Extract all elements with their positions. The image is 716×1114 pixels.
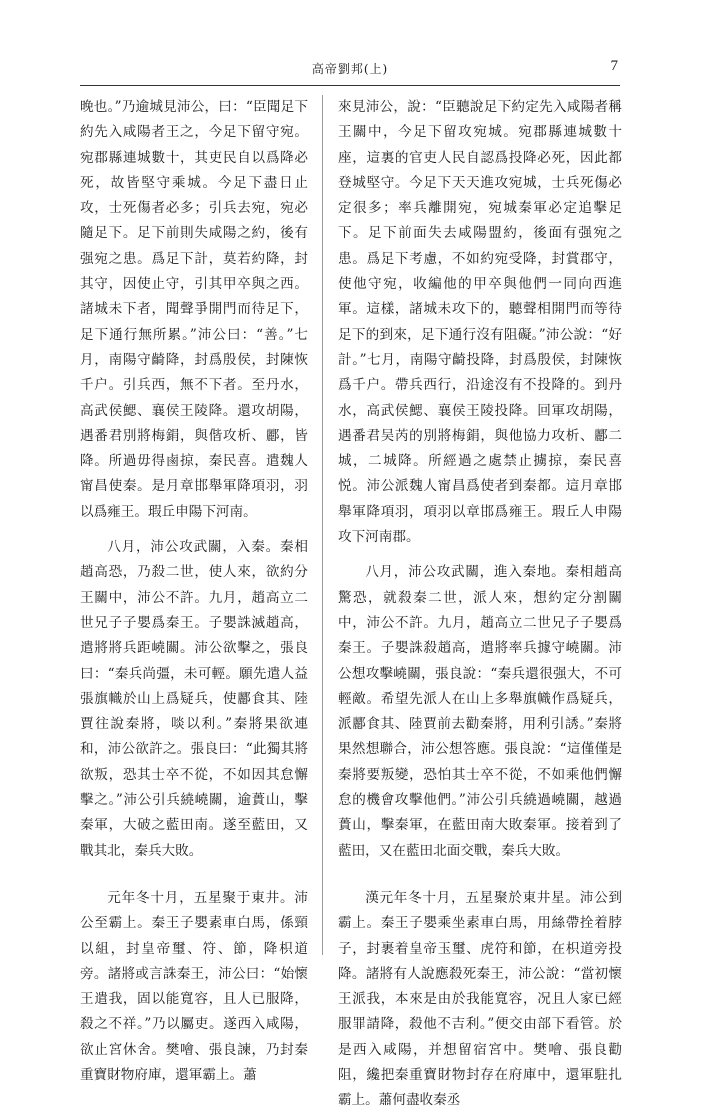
running-title: 高帝劉邦(上) bbox=[311, 62, 389, 76]
header-rule bbox=[80, 85, 620, 86]
classical-paragraph: 元年冬十月，五星聚于東井。沛公至霸上。秦王子嬰素車白馬，係頸以組，封皇帝璽、符、節，降枳道旁。諸將或言誅秦王，沛公曰：“始懷王遣我，固以能寬容，且人已服降，殺之不祥。”乃以屬吏。遂西入咸陽，欲止宮休舍。樊噲、張良諫，乃封秦重寶財物府庫，還軍霸上。蕭 bbox=[80, 889, 308, 1083]
page-number: 7 bbox=[610, 58, 618, 74]
classical-paragraph: 晚也。”乃逾城見沛公，曰：“臣聞足下約先入咸陽者王之，今足下留守宛。宛郡縣連城數十，其吏民自以爲降必死，故皆堅守乘城。今足下盡日止攻，士死傷者必多；引兵去宛，宛必隨足下。足下前則失咸陽之約，後有强宛之患。爲足下計，莫若約降，封其守，因使止守，引其甲卒與之西。諸城未下者，聞聲爭開門而待足下，足下通行無所累。”沛公曰：“善。”七月，南陽守齮降，封爲殷侯，封陳恢千户。引兵西，無不下者。至丹水，高武侯鰓、襄侯王陵降。還攻胡陽，遇番君別將梅鋗，與偕攻析、酈，皆降。所過毋得鹵掠，秦民喜。遣魏人甯昌使秦。是月章邯舉軍降項羽，羽以爲雍王。瑕丘申陽下河南。 bbox=[80, 99, 308, 520]
translation-paragraph: 八月，沛公攻武關，進入秦地。秦相趙高驚恐，就殺秦二世，派人來，想約定分割關中，沛公不許。九月，趙高立二世兄子子嬰爲秦王。子嬰誅殺趙高，遣將率兵據守嶢關。沛公想攻擊嶢關，張良說：“秦兵還很强大，不可輕敵。希望先派人在山上多舉旗幟作爲疑兵，派酈食其、陸賈前去勸秦將，用利引誘。”秦將果然想聯合，沛公想答應。張良說：“這僅僅是秦將要叛變，恐怕其士卒不從，不如乘他們懈怠的機會攻擊他們。”沛公引兵繞過嶢關，越過蕢山，擊秦軍，在藍田南大敗秦軍。接着到了藍田，又在藍田北面交戰，秦兵大敗。 bbox=[338, 564, 622, 859]
classical-paragraph: 八月，沛公攻武關，入秦。秦相趙高恐，乃殺二世，使人來，欲約分王關中，沛公不許。九月，趙高立二世兄子子嬰爲秦王。子嬰誅滅趙高，遣將將兵距嶢關。沛公欲擊之，張良曰：“秦兵尚彊，未可輕。願先遣人益張旗幟於山上爲疑兵，使酈食其、陸賈往說秦將，啖以利。”秦將果欲連和，沛公欲許之。張良曰：“此獨其將欲叛，恐其士卒不從，不如因其怠懈擊之。”沛公引兵繞嶢關，逾蕢山，擊秦軍，大破之藍田南。遂至藍田，又戰其北，秦兵大敗。 bbox=[80, 539, 308, 859]
column-divider bbox=[322, 95, 323, 955]
translation-paragraph: 來見沛公，說：“臣聽說足下約定先入咸陽者稱王關中，今足下留攻宛城。宛郡縣連城數十座，這裏的官吏人民自認爲投降必死，因此都登城堅守。今足下天天進攻宛城，士兵死傷必定很多；率兵離開宛，宛城秦軍必定追擊足下。足下前面失去咸陽盟約，後面有强宛之患。爲足下考慮，不如約宛受降，封賞郡守，使他守宛，收編他的甲卒與他們一同向西進軍。這樣，諸城未攻下的，聽聲相開門而等待足下的到來，足下通行沒有阻礙。”沛公說：“好計。”七月，南陽守齮投降，封爲殷侯，封陳恢爲千户。帶兵西行，沿途沒有不投降的。到丹水，高武侯鰓、襄侯王陵投降。回軍攻胡陽，遇番君吴芮的別將梅鋗，與他協力攻析、酈二城，二城降。所經過之處禁止擄掠，秦民喜悦。沛公派魏人甯昌爲使者到秦都。這月章邯舉軍降項羽，項羽以章邯爲雍王。瑕丘人申陽攻下河南郡。 bbox=[338, 99, 622, 546]
translation-column bbox=[338, 95, 622, 1114]
translation-paragraph: 漢元年冬十月，五星聚於東井星。沛公到霸上。秦王子嬰乘坐素車白馬，用絲帶拴着脖子，封裹着皇帝玉璽、虎符和節，在枳道旁投降。諸將有人說應殺死秦王，沛公說：“當初懷王派我，本來是由於我能寬容，况且人家已經服罪請降，殺他不吉利。”便交由部下看管。於是西入咸陽，并想留宿宮中。樊噲、張良勸阻，纔把秦重寶財物封存在府庫中，還軍駐扎霸上。蕭何盡收秦丞 bbox=[338, 889, 622, 1109]
page-header bbox=[80, 60, 620, 82]
classical-text-column bbox=[80, 95, 308, 1088]
